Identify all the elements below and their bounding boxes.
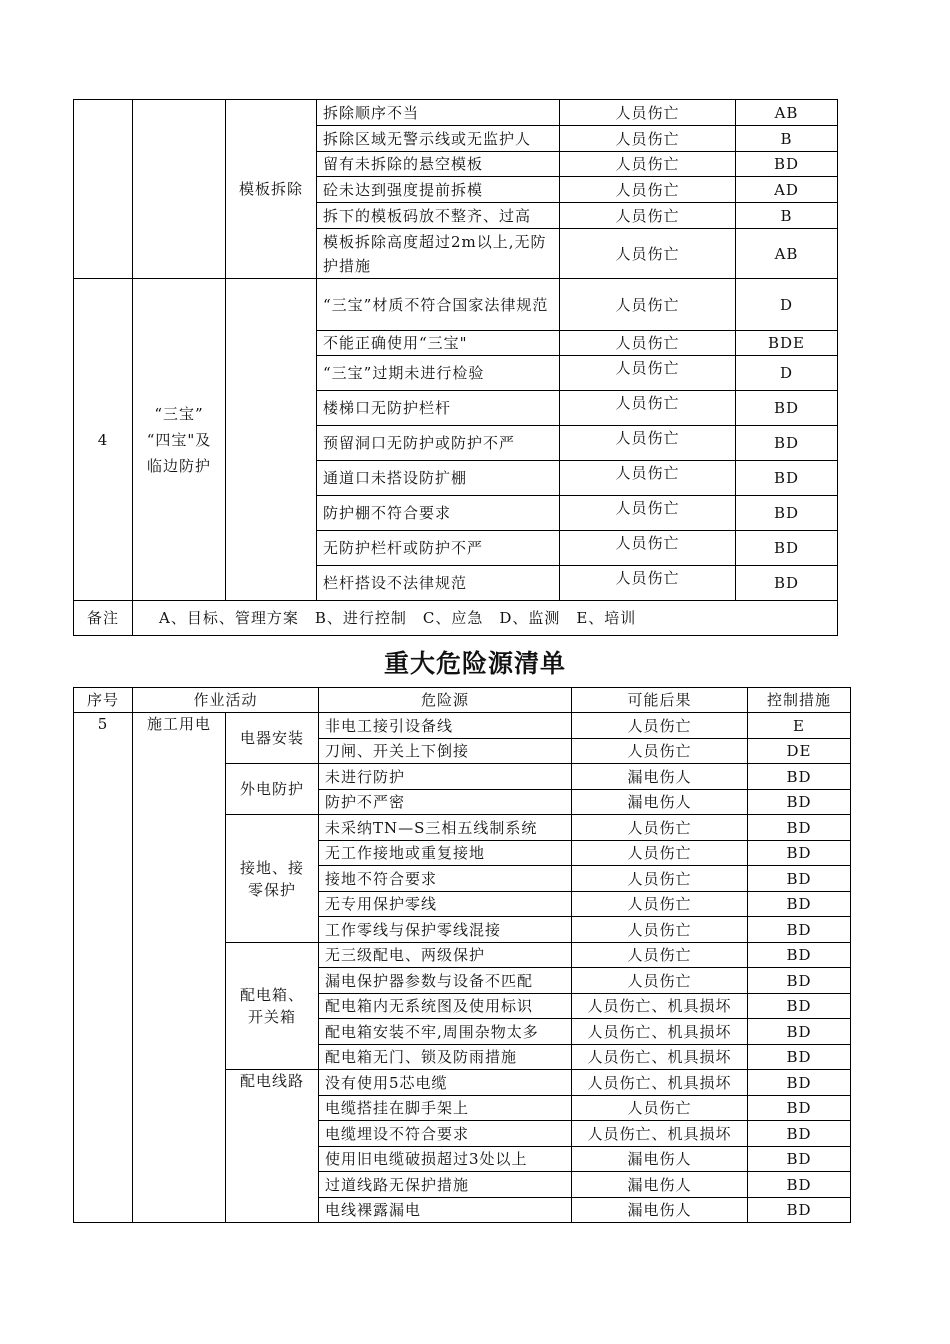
consequence-cell: 人员伤亡 <box>560 426 736 461</box>
hazard-cell: 接地不符合要求 <box>319 866 572 892</box>
consequence-cell: 人员伤亡、机具损坏 <box>572 1070 748 1096</box>
consequence-cell: 人员伤亡 <box>560 229 736 279</box>
hazard-cell: 模板拆除高度超过2m以上,无防护措施 <box>317 229 560 279</box>
control-cell: BD <box>748 790 851 815</box>
hazard-cell: 电线裸露漏电 <box>319 1198 572 1223</box>
control-cell: BD <box>748 892 851 917</box>
remark-label: 备注 <box>74 601 133 636</box>
control-cell: AD <box>736 177 838 203</box>
activity-cell: 施工用电 <box>133 713 226 1223</box>
control-cell: BD <box>736 152 838 177</box>
control-cell: BD <box>748 764 851 790</box>
consequence-cell: 人员伤亡 <box>572 1096 748 1121</box>
hazard-cell: 楼梯口无防护栏杆 <box>317 391 560 426</box>
control-cell: BD <box>748 1045 851 1070</box>
hazard-cell: 使用旧电缆破损超过3处以上 <box>319 1147 572 1172</box>
major-hazard-table <box>73 687 851 1223</box>
hazard-cell: 工作零线与保护零线混接 <box>319 917 572 943</box>
consequence-cell: 人员伤亡、机具损坏 <box>572 1019 748 1045</box>
control-cell: D <box>736 356 838 391</box>
sub-activity-line: 外电防护 <box>240 780 305 798</box>
consequence-cell: 人员伤亡 <box>572 866 748 892</box>
hazard-cell: 通道口未搭设防扩棚 <box>317 461 560 496</box>
hazard-cell: 过道线路无保护措施 <box>319 1172 572 1198</box>
header-control: 控制措施 <box>748 688 851 713</box>
control-cell: BD <box>736 391 838 426</box>
control-cell: BD <box>748 1172 851 1198</box>
hazard-cell: 刀闸、开关上下倒接 <box>319 739 572 764</box>
no-cell: 4 <box>74 279 133 601</box>
hazard-cell: 配电箱安装不牢,周围杂物太多 <box>319 1019 572 1045</box>
hazard-cell: 防护棚不符合要求 <box>317 496 560 531</box>
consequence-cell: 人员伤亡 <box>572 713 748 739</box>
consequence-cell: 漏电伤人 <box>572 764 748 790</box>
activity-line: “四宝"及 <box>146 430 212 449</box>
hazard-cell: 留有未拆除的悬空模板 <box>317 152 560 177</box>
consequence-cell: 人员伤亡、机具损坏 <box>572 1045 748 1070</box>
control-cell: D <box>736 279 838 331</box>
control-cell: BD <box>748 943 851 968</box>
sub-activity-line: 配电线路 <box>240 1072 305 1090</box>
header-consequence: 可能后果 <box>572 688 748 713</box>
consequence-cell: 人员伤亡 <box>560 100 736 126</box>
consequence-cell: 人员伤亡 <box>560 496 736 531</box>
consequence-cell: 人员伤亡 <box>560 152 736 177</box>
consequence-cell: 人员伤亡 <box>572 968 748 994</box>
hazard-cell: 栏杆搭设不法律规范 <box>317 566 560 601</box>
consequence-cell: 人员伤亡 <box>560 531 736 566</box>
activity-line: “三宝” <box>154 404 204 423</box>
control-cell: BD <box>736 496 838 531</box>
hazard-cell: 非电工接引设备线 <box>319 713 572 739</box>
consequence-cell: 人员伤亡 <box>560 126 736 152</box>
control-cell: BD <box>736 426 838 461</box>
hazard-cell: 不能正确使用“三宝" <box>317 331 560 356</box>
no-cell <box>74 100 133 279</box>
header-activity: 作业活动 <box>133 688 319 713</box>
control-cell: BD <box>748 968 851 994</box>
consequence-cell: 人员伤亡 <box>560 203 736 229</box>
consequence-cell: 人员伤亡 <box>572 892 748 917</box>
sub-activity-line: 接地、接 <box>240 858 305 877</box>
sub-activity-cell <box>226 279 317 601</box>
control-cell: DE <box>748 739 851 764</box>
control-cell: BD <box>748 1019 851 1045</box>
consequence-cell: 人员伤亡 <box>572 841 748 866</box>
control-cell: BD <box>748 841 851 866</box>
sub-activity-line: 电器安装 <box>240 729 305 747</box>
hazard-cell: 无工作接地或重复接地 <box>319 841 572 866</box>
consequence-cell: 人员伤亡、机具损坏 <box>572 1121 748 1147</box>
consequence-cell: 人员伤亡 <box>560 331 736 356</box>
control-cell: BD <box>748 1096 851 1121</box>
sub-activity-cell <box>226 1070 319 1223</box>
no-cell: 5 <box>74 713 133 1223</box>
hazard-cell: “三宝”过期未进行检验 <box>317 356 560 391</box>
hazard-cell: 配电箱无门、锁及防雨措施 <box>319 1045 572 1070</box>
consequence-cell: 人员伤亡 <box>560 566 736 601</box>
hazard-cell: 未进行防护 <box>319 764 572 790</box>
sub-activity-cell <box>226 943 319 1070</box>
control-cell: BDE <box>736 331 838 356</box>
hazard-cell: “三宝”材质不符合国家法律规范 <box>317 279 560 331</box>
control-cell: BD <box>748 1070 851 1096</box>
hazard-cell: 电缆埋设不符合要求 <box>319 1121 572 1147</box>
hazard-cell: 未采纳TN—S三相五线制系统 <box>319 815 572 841</box>
hazard-cell: 无专用保护零线 <box>319 892 572 917</box>
hazard-cell: 无防护栏杆或防护不严 <box>317 531 560 566</box>
hazard-cell: 拆除区域无警示线或无监护人 <box>317 126 560 152</box>
hazard-cell: 砼未达到强度提前拆模 <box>317 177 560 203</box>
control-cell: BD <box>748 994 851 1019</box>
control-cell: B <box>736 126 838 152</box>
consequence-cell: 漏电伤人 <box>572 1147 748 1172</box>
activity-line: 临边防护 <box>146 456 211 475</box>
control-cell: AB <box>736 229 838 279</box>
hazard-cell: 漏电保护器参数与设备不匹配 <box>319 968 572 994</box>
control-cell: BD <box>748 1198 851 1223</box>
consequence-cell: 人员伤亡 <box>560 391 736 426</box>
sub-activity-line: 零保护 <box>248 880 297 899</box>
consequence-cell: 人员伤亡 <box>572 917 748 943</box>
hazard-cell: 拆下的模板码放不整齐、过高 <box>317 203 560 229</box>
sub-activity-cell <box>226 713 319 764</box>
page-title: 重大危险源清单 <box>383 649 566 678</box>
sub-activity-cell: 模板拆除 <box>226 100 317 279</box>
control-cell: BD <box>748 866 851 892</box>
sub-activity-line: 配电箱、 <box>240 986 305 1004</box>
consequence-cell: 人员伤亡、机具损坏 <box>572 994 748 1019</box>
consequence-cell: 人员伤亡 <box>572 943 748 968</box>
hazard-cell: 预留洞口无防护或防护不严 <box>317 426 560 461</box>
consequence-cell: 漏电伤人 <box>572 1172 748 1198</box>
hazard-cell: 配电箱内无系统图及使用标识 <box>319 994 572 1019</box>
hazard-cell: 拆除顺序不当 <box>317 100 560 126</box>
hazard-cell: 没有使用5芯电缆 <box>319 1070 572 1096</box>
sub-activity-cell <box>226 764 319 815</box>
control-cell: BD <box>748 1147 851 1172</box>
header-no: 序号 <box>74 688 133 713</box>
activity-cell <box>133 100 226 279</box>
hazard-cell: 防护不严密 <box>319 790 572 815</box>
activity-cell <box>133 279 226 601</box>
consequence-cell: 人员伤亡 <box>560 461 736 496</box>
consequence-cell: 人员伤亡 <box>560 356 736 391</box>
hazard-cell: 电缆搭挂在脚手架上 <box>319 1096 572 1121</box>
sub-activity-line: 开关箱 <box>248 1008 297 1026</box>
consequence-cell: 人员伤亡 <box>572 739 748 764</box>
consequence-cell: 人员伤亡 <box>560 279 736 331</box>
remark-text: A、目标、管理方案 B、进行控制 C、应急 D、监测 E、培训 <box>133 601 838 636</box>
control-cell: B <box>736 203 838 229</box>
consequence-cell: 人员伤亡 <box>572 815 748 841</box>
hazard-cell: 无三级配电、两级保护 <box>319 943 572 968</box>
header-hazard: 危险源 <box>319 688 572 713</box>
control-cell: AB <box>736 100 838 126</box>
control-cell: BD <box>748 815 851 841</box>
control-cell: BD <box>748 1121 851 1147</box>
hazard-table-continued <box>73 99 838 636</box>
control-cell: BD <box>748 917 851 943</box>
consequence-cell: 漏电伤人 <box>572 790 748 815</box>
consequence-cell: 漏电伤人 <box>572 1198 748 1223</box>
consequence-cell: 人员伤亡 <box>560 177 736 203</box>
control-cell: E <box>748 713 851 739</box>
control-cell: BD <box>736 531 838 566</box>
control-cell: BD <box>736 566 838 601</box>
sub-activity-cell <box>226 815 319 943</box>
control-cell: BD <box>736 461 838 496</box>
